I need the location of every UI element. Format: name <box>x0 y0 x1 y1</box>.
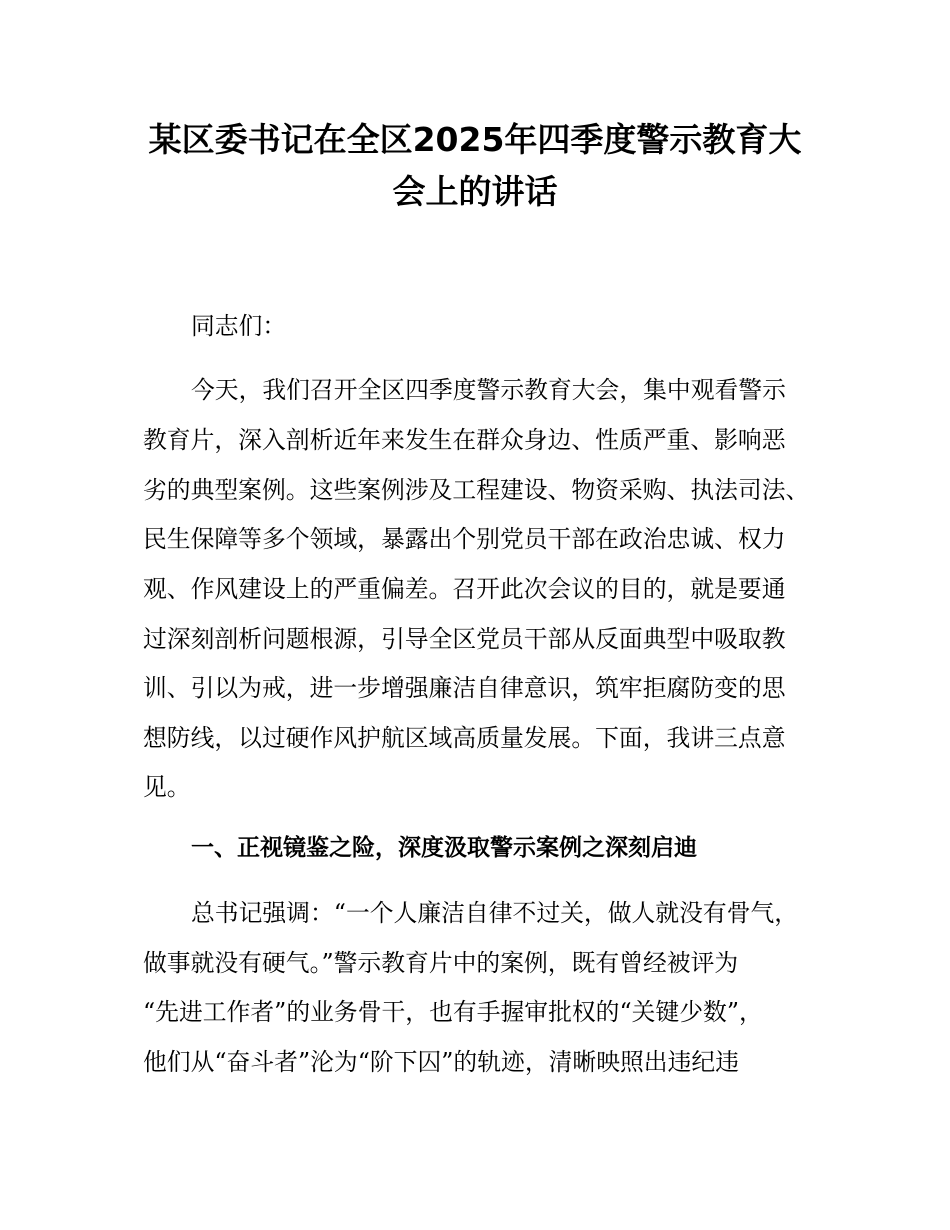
paragraph-line: 劣的典型案例。这些案例涉及工程建设、物资采购、执法司法、 <box>143 476 810 504</box>
paragraph-line: 民生保障等多个领域，暴露出个别党员干部在政治忠诚、权力 <box>143 525 786 553</box>
paragraph-line: 观、作风建设上的严重偏差。召开此次会议的目的，就是要通 <box>143 575 786 603</box>
section-1-heading: 一、正视镜鉴之险，深度汲取警示案例之深刻启迪 <box>191 835 697 861</box>
paragraph-line: 总书记强调：“一个人廉洁自律不过关，做人就没有骨气， <box>191 899 799 927</box>
paragraph-line: 教育片，深入剖析近年来发生在群众身边、性质严重、影响恶 <box>143 426 786 454</box>
salutation: 同志们： <box>191 312 287 340</box>
title-line-1: 某区委书记在全区2025年四季度警示教育大 <box>148 120 802 159</box>
document-title <box>100 114 850 218</box>
paragraph-line: 过深刻剖析问题根源，引导全区党员干部从反面典型中吸取教 <box>143 625 786 653</box>
paragraph-line: 训、引以为戒，进一步增强廉洁自律意识，筑牢拒腐防变的思 <box>143 674 786 702</box>
paragraph-line: 今天，我们召开全区四季度警示教育大会，集中观看警示 <box>191 376 786 404</box>
paragraph-line: 做事就没有硬气。”警示教育片中的案例，既有曾经被评为 <box>143 949 739 977</box>
paragraph-line: “先进工作者”的业务骨干，也有手握审批权的“关键少数”， <box>143 998 763 1026</box>
paragraph-line: 见。 <box>143 773 191 801</box>
title-line-2: 会上的讲话 <box>392 172 558 211</box>
paragraph-line: 想防线，以过硬作风护航区域高质量发展。下面，我讲三点意 <box>143 724 786 752</box>
paragraph-line: 他们从“奋斗者”沦为“阶下囚”的轨迹，清晰映照出违纪违 <box>143 1048 739 1076</box>
